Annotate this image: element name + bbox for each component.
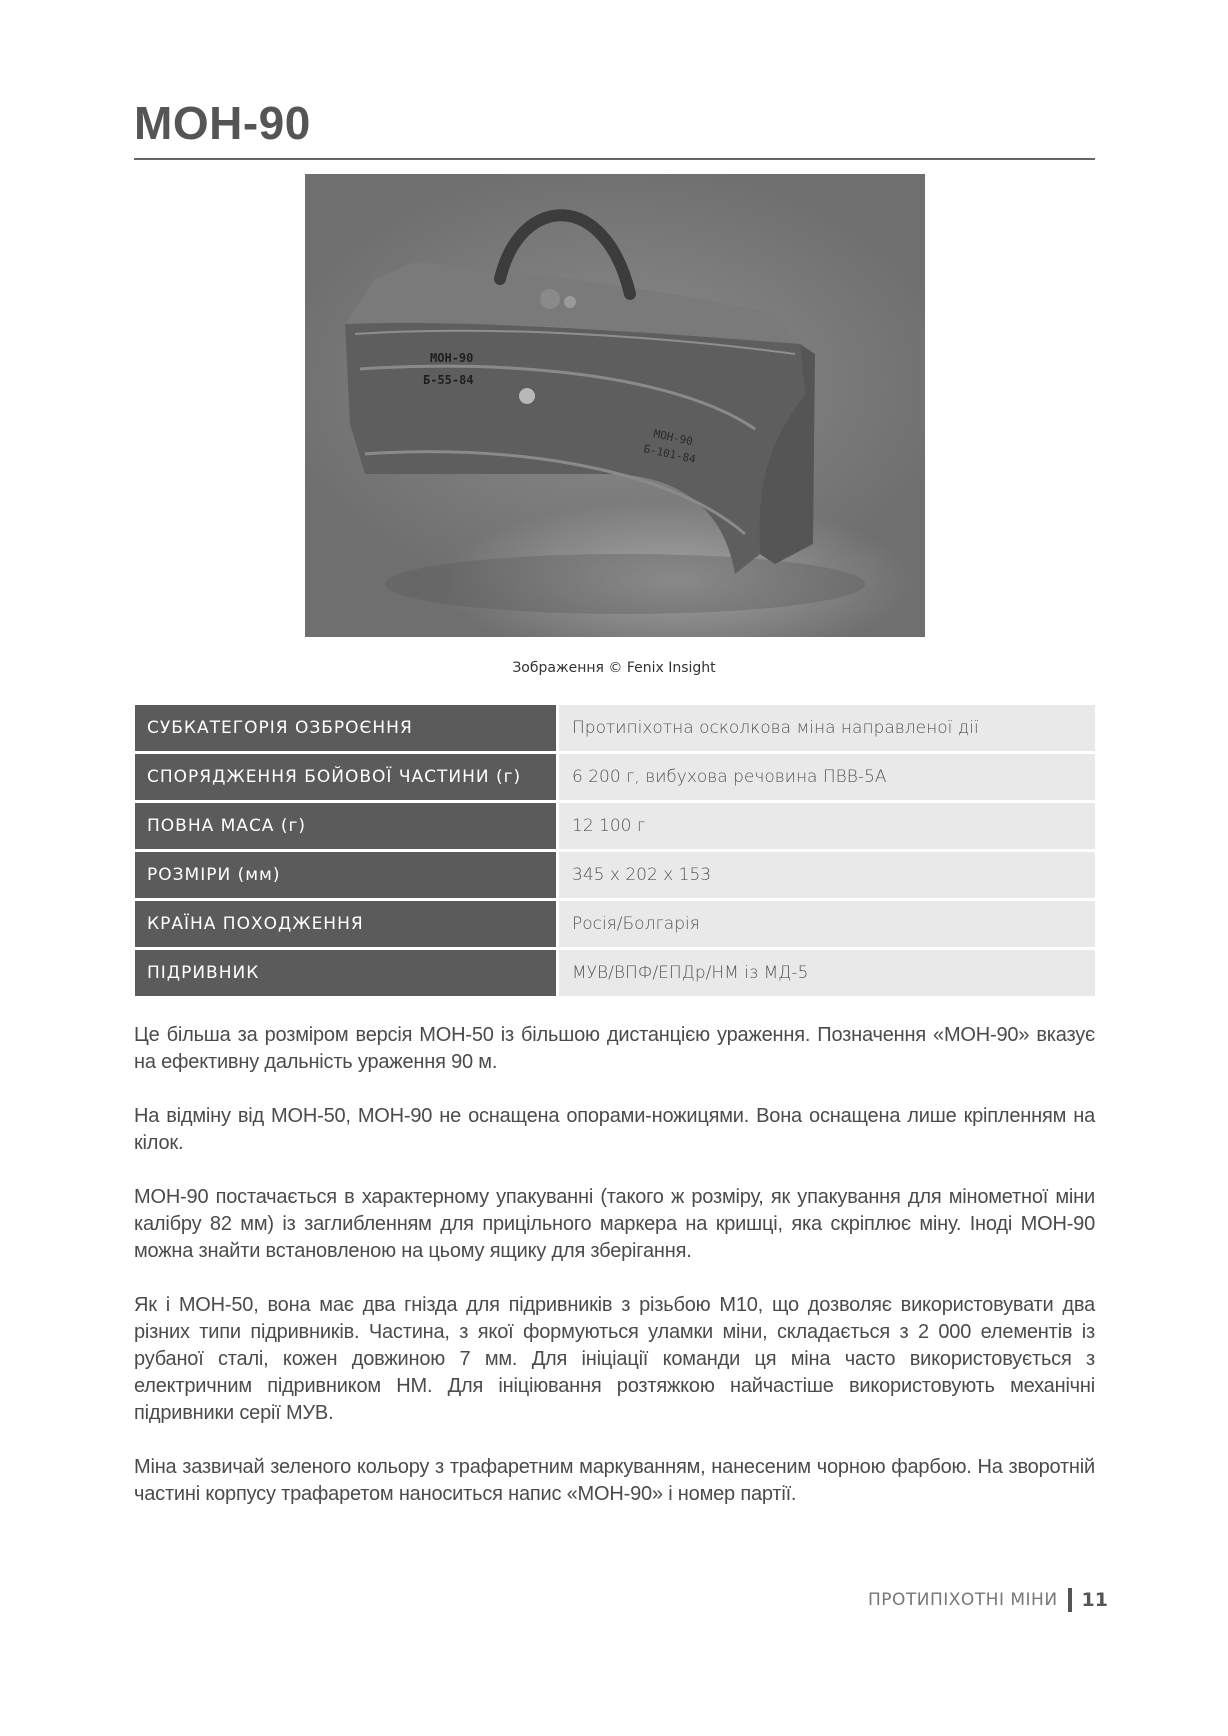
svg-text:Б-55-84: Б-55-84 [423,373,474,387]
spec-row-subcategory [135,705,1095,751]
footer-section-title: ПРОТИПІХОТНІ МІНИ [867,1590,1058,1610]
svg-text:МОН-90: МОН-90 [652,427,694,449]
page-title: МОН-90 [134,97,311,149]
spec-label: СПОРЯДЖЕННЯ БОЙОВОЇ ЧАСТИНИ (г) [135,754,556,800]
spec-row-dimensions [135,849,1095,898]
svg-text:МОН-90: МОН-90 [430,351,474,365]
specifications-table [135,705,1095,996]
mine-illustration [305,174,925,637]
spec-value: Росія/Болгарія [559,901,1095,947]
spec-value: МУВ/ВПФ/ЕПДр/НМ із МД-5 [559,950,1095,996]
svg-text:Б-101-84: Б-101-84 [642,442,697,466]
spec-label: ПОВНА МАСА (г) [135,803,556,849]
spec-label: КРАЇНА ПОХОДЖЕННЯ [135,901,556,947]
paragraph-packaging: МОН-90 постачається в характерному упакуванні (такого ж розміру, як упакування для мінометної міни калібру 82 мм) із заглибленням для прицільного маркера на кришці, яка скріплює міну. Іноді МОН-90 можна знайти встановленою на цьому ящику для зберігання. [134,1186,1095,1262]
page-footer [868,1588,1108,1612]
spec-value: 6 200 г, вибухова речовина ПВВ-5А [559,754,1095,800]
mine-photo [305,174,925,637]
image-caption: Зображення © Fenix Insight [512,660,716,676]
spec-row-total-mass [135,800,1095,849]
spec-value: Протипіхотна осколкова міна направленої дії [559,705,1095,751]
footer-separator [1068,1588,1072,1612]
spec-label: ПІДРИВНИК [135,950,556,996]
paragraph-markings: Міна зазвичай зеленого кольору з трафаретним маркуванням, нанесеним чорною фарбою. На зворотній частині корпусу трафаретом наноситься напис «МОН-90» і номер партії. [134,1456,1095,1505]
page-number: 11 [1081,1589,1108,1611]
spec-label: СУБКАТЕГОРІЯ ОЗБРОЄННЯ [135,705,556,751]
spec-row-warhead [135,751,1095,800]
spec-row-fuze [135,947,1095,996]
paragraph-overview: Це більша за розміром версія МОН-50 із більшою дистанцією ураження. Позначення «МОН-90» вказує на ефективну дальність ураження 90 м. [134,1024,1095,1073]
title-divider [134,158,1095,160]
spec-value: 12 100 г [559,803,1095,849]
paragraph-fuzes: Як і МОН-50, вона має два гнізда для підривників з різьбою М10, що дозволяє використовувати два різних типи підривників. Частина, з якої формуються уламки міни, складається з 2 000 елементів із рубаної сталі, кожен довжиною 7 мм. Для ініціації команди ця міна часто використовується з електричним підривником НМ. Для ініціювання розтяжкою найчастіше використовують механічні підривники серії МУВ. [134,1294,1095,1424]
paragraph-mounting: На відміну від МОН-50, МОН-90 не оснащена опорами-ножицями. Вона оснащена лише кріпленням на кілок. [134,1105,1095,1154]
spec-value: 345 x 202 x 153 [559,852,1095,898]
spec-row-country [135,898,1095,947]
spec-label: РОЗМІРИ (мм) [135,852,556,898]
